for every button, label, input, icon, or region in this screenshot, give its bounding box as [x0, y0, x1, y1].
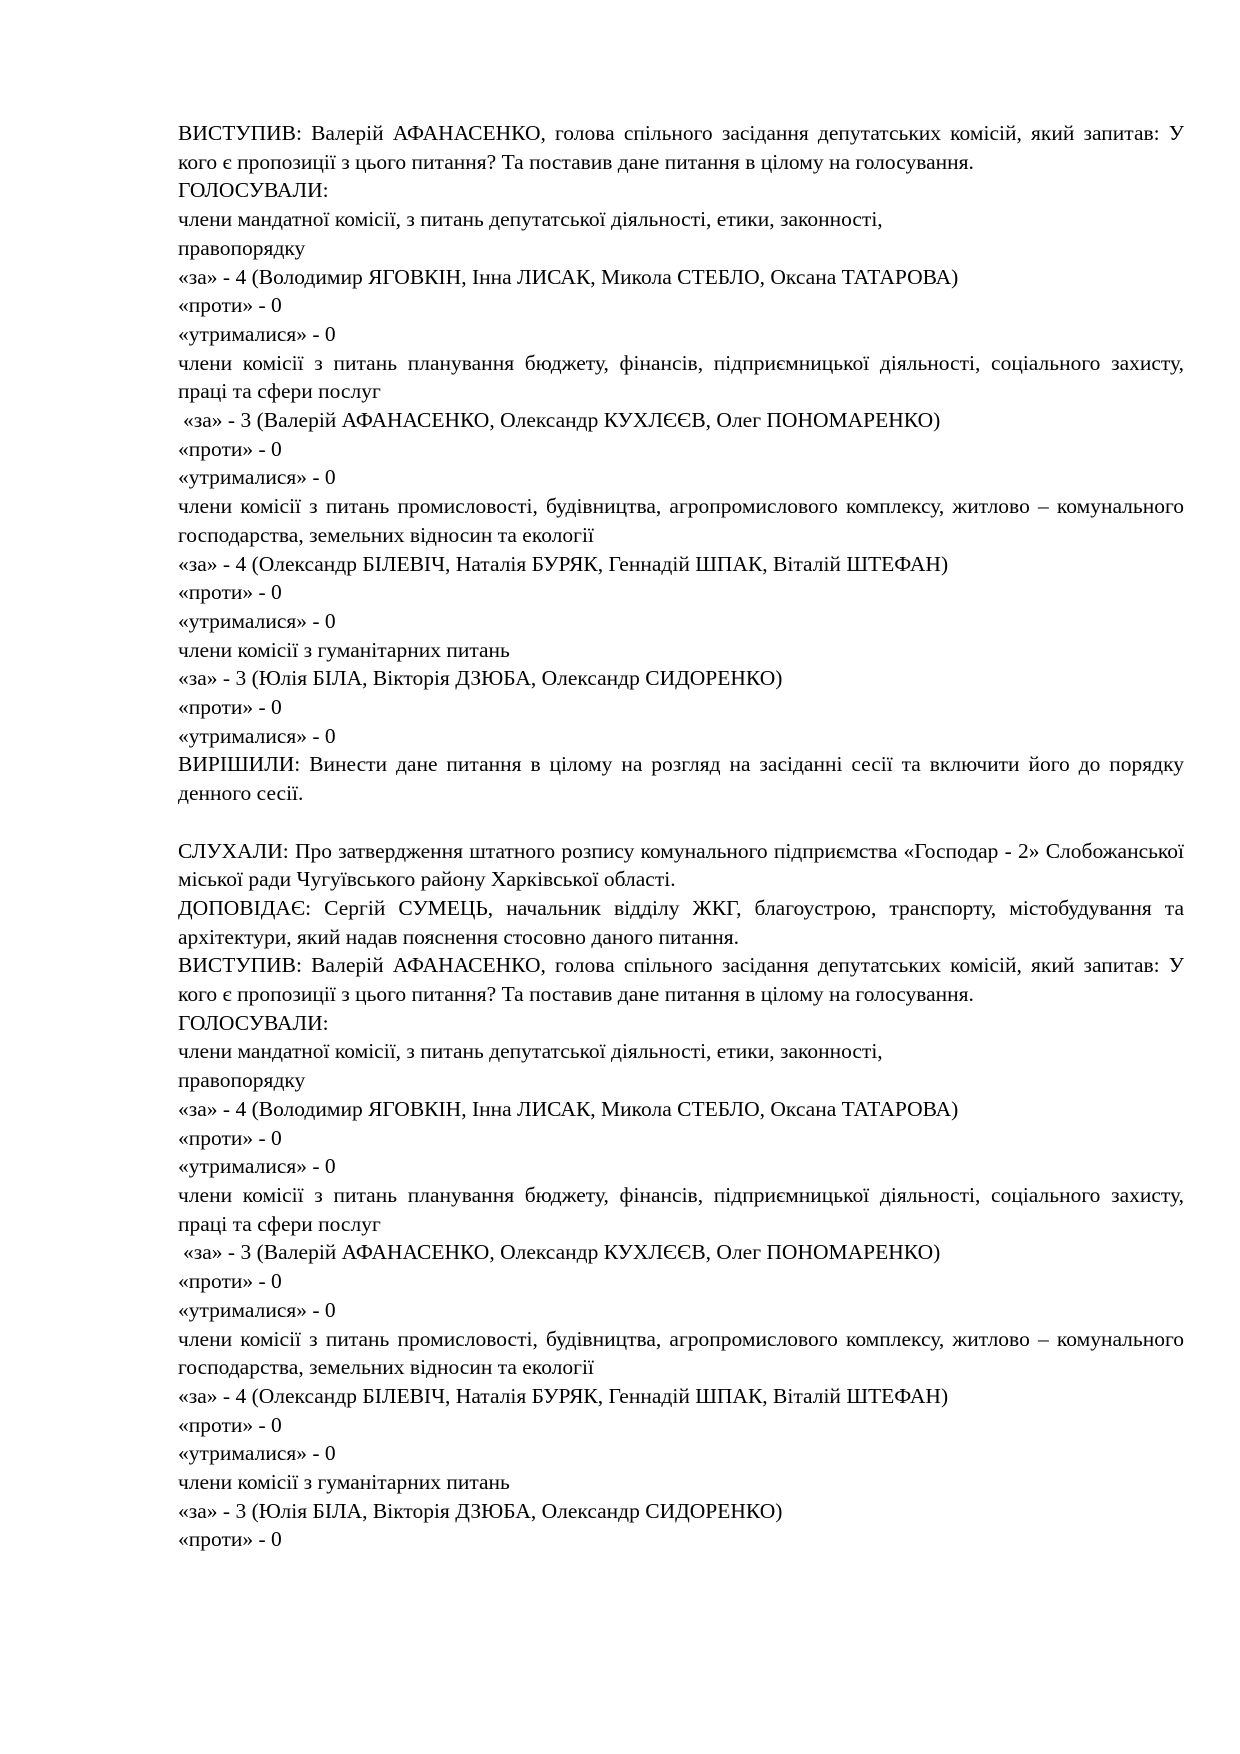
- committee-industry-title-2: члени комісії з питань промисловості, будівництва, агропромислового комплексу, житлово – комунального господарства, земельних відносин та екології: [178, 1326, 1184, 1380]
- committee-humanitarian-title: члени комісії з гуманітарних питань: [178, 637, 510, 662]
- reporter-paragraph: ДОПОВІДАЄ: Сергій СУМЕЦЬ, начальник відділу ЖКГ, благоустрою, транспорту, містобудування та архітектури, який надав пояснення стосовно даного питання.: [178, 895, 1184, 949]
- committee-mandate-title-line1-2: члени мандатної комісії, з питань депутатської діяльності, етики, законності,: [178, 1039, 883, 1064]
- committee-budget-votes-abstained: «утрималися» - 0: [178, 465, 336, 490]
- committee-industry-votes-abstained: «утрималися» - 0: [178, 608, 336, 633]
- committee-budget-votes-against-2: «проти» - 0: [178, 1269, 282, 1294]
- committee-budget-votes-abstained-2: «утрималися» - 0: [178, 1297, 336, 1322]
- speech-paragraph: ВИСТУПИВ: Валерій АФАНАСЕНКО, голова спільного засідання депутатських комісій, який запитав: У кого є пропозиції з цього питання? Та поставив дане питання в цілому на голосування.: [178, 121, 1184, 174]
- committee-mandate-votes-against-2: «проти» - 0: [178, 1125, 282, 1150]
- committee-budget-votes-against: «проти» - 0: [178, 436, 282, 461]
- committee-budget-votes-for: «за» - 3 (Валерій АФАНАСЕНКО, Олександр КУХЛЄЄВ, Олег ПОНОМАРЕНКО): [183, 408, 941, 433]
- committee-industry-votes-for-2: «за» - 4 (Олександр БІЛЕВІЧ, Наталія БУРЯК, Геннадій ШПАК, Віталій ШТЕФАН): [178, 1383, 949, 1408]
- committee-humanitarian-votes-for: «за» - 3 (Юлія БІЛА, Вікторія ДЗЮБА, Олександр СИДОРЕНКО): [178, 666, 783, 691]
- speech-paragraph-2: ВИСТУПИВ: Валерій АФАНАСЕНКО, голова спільного засідання депутатських комісій, який запитав: У кого є пропозиції з цього питання? Та поставив дане питання в цілому на голосування.: [178, 953, 1184, 1007]
- committee-humanitarian-votes-against: «проти» - 0: [178, 695, 282, 720]
- committee-mandate-title-line2: правопорядку: [178, 235, 306, 260]
- committee-industry-title: члени комісії з питань промисловості, будівництва, агропромислового комплексу, житлово – комунального господарства, земельних відносин та екології: [178, 494, 1184, 547]
- committee-industry-votes-for: «за» - 4 (Олександр БІЛЕВІЧ, Наталія БУРЯК, Геннадій ШПАК, Віталій ШТЕФАН): [178, 551, 949, 576]
- committee-mandate-votes-abstained-2: «утрималися» - 0: [178, 1154, 336, 1179]
- committee-mandate-title-line1: члени мандатної комісії, з питань депутатської діяльності, етики, законності,: [178, 207, 883, 232]
- committee-mandate-votes-for-2: «за» - 4 (Володимир ЯГОВКІН, Інна ЛИСАК, Микола СТЕБЛО, Оксана ТАТАРОВА): [178, 1096, 959, 1121]
- committee-budget-title-2: члени комісії з питань планування бюджету, фінансів, підприємницької діяльності, соціального захисту, праці та сфери послуг: [178, 1183, 1184, 1236]
- voted-heading-2: ГОЛОСУВАЛИ:: [178, 1010, 329, 1035]
- committee-industry-votes-abstained-2: «утрималися» - 0: [178, 1441, 336, 1466]
- heard-paragraph: СЛУХАЛИ: Про затвердження штатного розпису комунального підприємства «Господар - 2» Слобожанської міської ради Чугуївського району Харківської області.: [178, 838, 1184, 892]
- committee-budget-title: члени комісії з питань планування бюджету, фінансів, підприємницької діяльності, соціального захисту, праці та сфери послуг: [178, 350, 1184, 404]
- committee-mandate-votes-abstained: «утрималися» - 0: [178, 321, 336, 346]
- voted-heading: ГОЛОСУВАЛИ:: [178, 178, 329, 203]
- paragraph-spacer: [178, 808, 1184, 837]
- committee-mandate-votes-for: «за» - 4 (Володимир ЯГОВКІН, Інна ЛИСАК, Микола СТЕБЛО, Оксана ТАТАРОВА): [178, 264, 959, 289]
- committee-budget-votes-for-2: «за» - 3 (Валерій АФАНАСЕНКО, Олександр КУХЛЄЄВ, Олег ПОНОМАРЕНКО): [183, 1240, 941, 1265]
- decision-paragraph: ВИРІШИЛИ: Винести дане питання в цілому на розгляд на засіданні сесії та включити його до порядку денного сесії.: [178, 752, 1184, 806]
- committee-humanitarian-title-2: члени комісії з гуманітарних питань: [178, 1470, 510, 1495]
- committee-humanitarian-votes-for-2: «за» - 3 (Юлія БІЛА, Вікторія ДЗЮБА, Олександр СИДОРЕНКО): [178, 1498, 783, 1523]
- committee-humanitarian-votes-abstained: «утрималися» - 0: [178, 723, 336, 748]
- committee-industry-votes-against-2: «проти» - 0: [178, 1412, 282, 1437]
- committee-industry-votes-against: «проти» - 0: [178, 580, 282, 605]
- committee-humanitarian-votes-against-2: «проти» - 0: [178, 1527, 282, 1552]
- committee-mandate-votes-against: «проти» - 0: [178, 293, 282, 318]
- committee-mandate-title-line2-2: правопорядку: [178, 1068, 306, 1093]
- document-page: [178, 119, 1184, 1554]
